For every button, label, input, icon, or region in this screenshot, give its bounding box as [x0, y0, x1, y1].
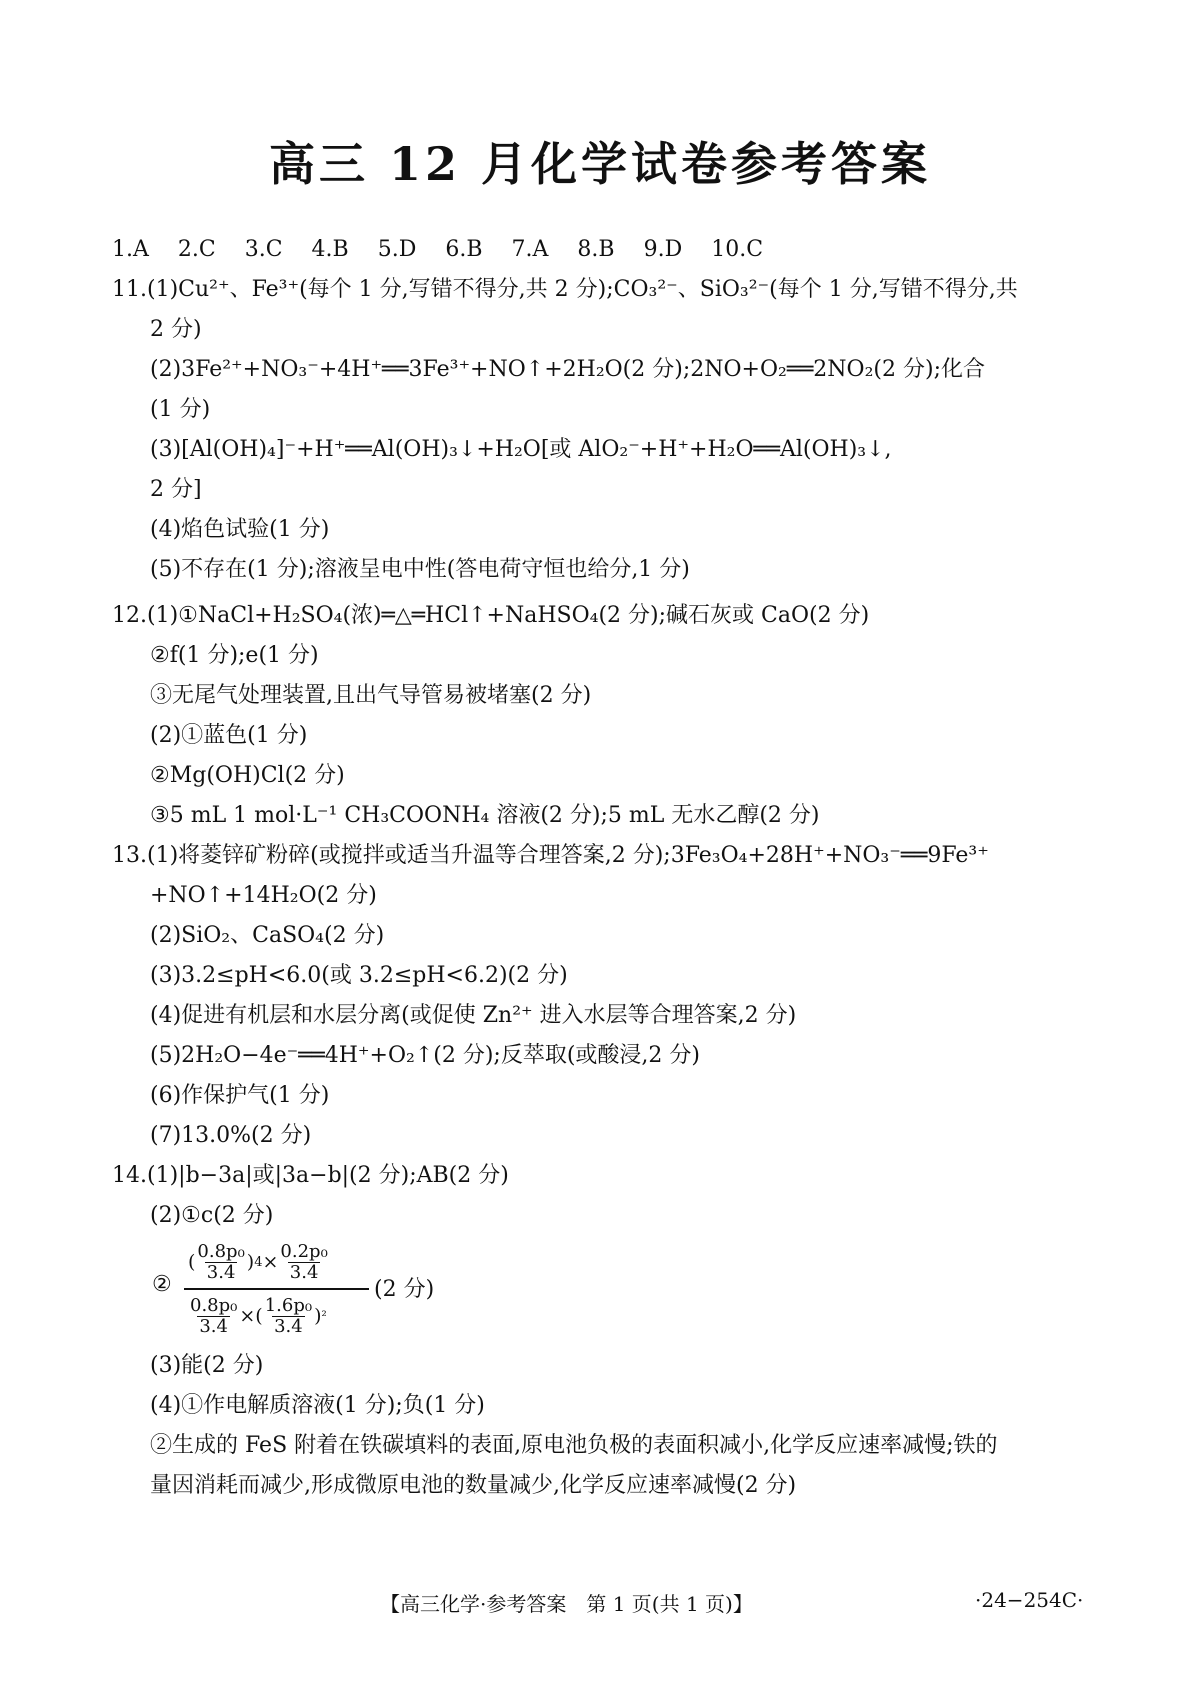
answers-body [112, 230, 1092, 1506]
q12-line: 12.(1)①NaCl+H₂SO₄(浓)═△═HCl↑+NaHSO₄(2 分);碱石灰或 CaO(2 分) [112, 603, 870, 628]
document-code: ·24−254C· [975, 1588, 1084, 1612]
q13-line: (5)2H₂O−4e⁻══4H⁺+O₂↑(2 分);反萃取(或酸浸,2 分) [150, 1043, 700, 1068]
mc-answer: 3.C [244, 237, 283, 262]
q11-line: 2 分) [150, 317, 202, 342]
frac-bottom: 3.4 [289, 1261, 319, 1283]
mc-answer: 1.A [112, 237, 149, 262]
mc-answer: 7.A [511, 237, 549, 262]
small-fraction [188, 1296, 239, 1337]
mc-answer: 5.D [377, 237, 417, 262]
q12-line: ②f(1 分);e(1 分) [150, 643, 319, 668]
q11-line: (1 分) [150, 397, 211, 422]
q11-line: (3)[Al(OH)₄]⁻+H⁺══Al(OH)₃↓+H₂O[或 AlO₂⁻+H⁺+H₂O══Al(OH)₃↓, [150, 437, 892, 462]
q11-line: (5)不存在(1 分);溶液呈电中性(答电荷守恒也给分,1 分) [150, 557, 690, 582]
circled-number: ② [152, 1272, 172, 1297]
q13-line: 13.(1)将菱锌矿粉碎(或搅拌或适当升温等合理答案,2 分);3Fe₃O₄+28H⁺+NO₃⁻══9Fe³⁺ [112, 843, 989, 868]
small-fraction [278, 1242, 329, 1283]
frac-top: 0.8p₀ [190, 1294, 238, 1316]
score-note: (2 分) [374, 1277, 435, 1302]
q14-line: 量因消耗而减少,形成微原电池的数量减少,化学反应速率减慢(2 分) [150, 1473, 797, 1498]
q13-line: (3)3.2≤pH<6.0(或 3.2≤pH<6.2)(2 分) [150, 963, 568, 988]
frac-top: 0.2p₀ [280, 1240, 328, 1262]
frac-bottom: 3.4 [206, 1261, 236, 1283]
q14-line: (4)①作电解质溶液(1 分);负(1 分) [150, 1393, 485, 1418]
mc-answer: 8.B [577, 237, 615, 262]
q13-line: (7)13.0%(2 分) [150, 1123, 312, 1148]
q11-line: (4)焰色试验(1 分) [150, 517, 330, 542]
exponent: ² [321, 1308, 327, 1324]
fraction-numerator: ( 0.8p₀ 3.4 ) 4 × 0.2p₀ 3.4 [188, 1240, 328, 1283]
mc-answer: 6.B [445, 237, 483, 262]
small-fraction [263, 1296, 314, 1337]
mc-answer: 9.D [643, 237, 683, 262]
q11-line: (2)3Fe²⁺+NO₃⁻+4H⁺══3Fe³⁺+NO↑+2H₂O(2 分);2NO+O₂══2NO₂(2 分);化合 [150, 357, 985, 382]
fraction-denominator: 0.8p₀ 3.4 ×( 1.6p₀ 3.4 ) ² [190, 1294, 327, 1337]
frac-top: 0.8p₀ [197, 1240, 245, 1262]
compound-fraction [184, 1236, 384, 1342]
q13-line: (4)促进有机层和水层分离(或促使 Zn²⁺ 进入水层等合理答案,2 分) [150, 1003, 797, 1028]
frac-bottom: 3.4 [274, 1315, 303, 1337]
q14-line: ②生成的 FeS 附着在铁碳填料的表面,原电池负极的表面积减小,化学反应速率减慢;铁的 [150, 1433, 998, 1458]
q14-line: 14.(1)|b−3a|或|3a−b|(2 分);AB(2 分) [112, 1163, 509, 1188]
q12-line: ③5 mL 1 mol·L⁻¹ CH₃COONH₄ 溶液(2 分);5 mL 无水乙醇(2 分) [150, 803, 820, 828]
q12-line: (2)①蓝色(1 分) [150, 723, 308, 748]
q13-line: +NO↑+14H₂O(2 分) [150, 883, 377, 908]
q13-line: (2)SiO₂、CaSO₄(2 分) [150, 923, 385, 948]
q14-line: (2)①c(2 分) [150, 1203, 274, 1228]
frac-top: 1.6p₀ [264, 1294, 313, 1316]
q12-line: ③无尾气处理装置,且出气导管易被堵塞(2 分) [150, 683, 592, 708]
q12-line: ②Mg(OH)Cl(2 分) [150, 763, 345, 788]
page-footer: 【高三化学·参考答案 第 1 页(共 1 页)】 [380, 1592, 753, 1616]
small-fraction [195, 1242, 246, 1283]
equilibrium-constant-expression [112, 1236, 1092, 1346]
q11-line: 11.(1)Cu²⁺、Fe³⁺(每个 1 分,写错不得分,共 2 分);CO₃²⁻、SiO₃²⁻(每个 1 分,写错不得分,共 [112, 277, 1018, 302]
q14-line: (3)能(2 分) [150, 1353, 264, 1378]
mc-answer: 4.B [311, 237, 349, 262]
q13-line: (6)作保护气(1 分) [150, 1083, 330, 1108]
multiple-choice-answers [112, 230, 1092, 270]
mc-answer: 2.C [177, 237, 216, 262]
q11-line: 2 分] [150, 477, 202, 502]
mc-answer: 10.C [711, 237, 764, 262]
frac-bottom: 3.4 [199, 1315, 228, 1337]
page-title: 高三 12 月化学试卷参考答案 [268, 137, 932, 191]
